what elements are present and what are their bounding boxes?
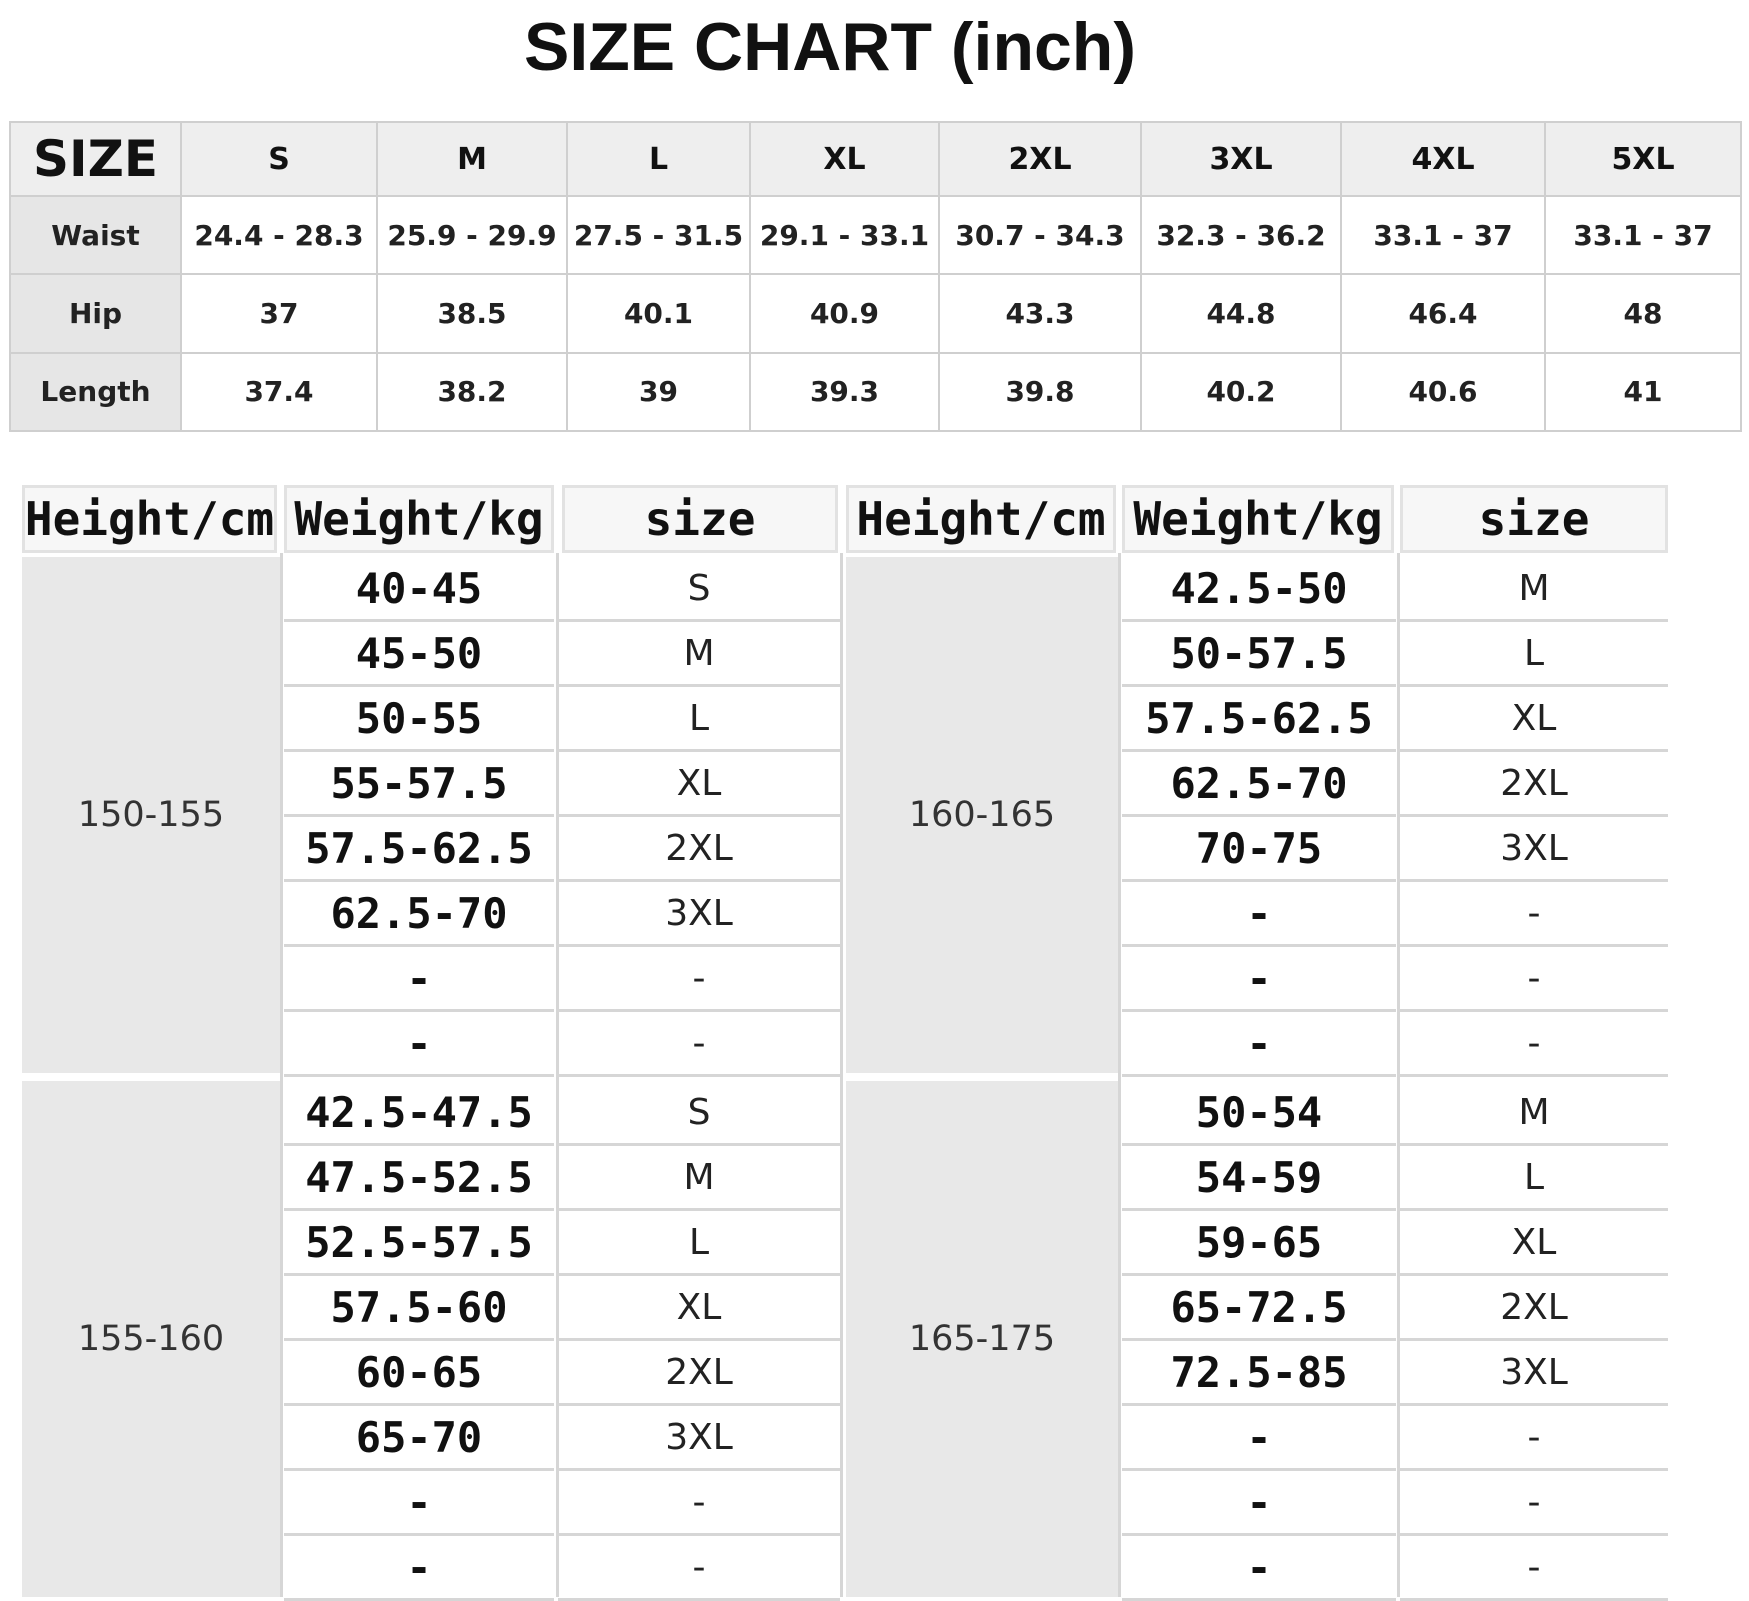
size-header-cell: 2XL bbox=[939, 122, 1141, 196]
weight-header-right: Weight/kg bbox=[1122, 485, 1394, 553]
size-cell: - bbox=[558, 1536, 840, 1601]
weight-cell: - bbox=[1122, 882, 1396, 947]
weight-cell: 59-65 bbox=[1122, 1211, 1396, 1276]
table-cell: 40.9 bbox=[750, 274, 939, 352]
weight-cell: 50-55 bbox=[284, 687, 554, 752]
table-cell: 33.1 - 37 bbox=[1545, 196, 1741, 274]
weight-cell: 42.5-47.5 bbox=[284, 1081, 554, 1146]
weight-cell: 54-59 bbox=[1122, 1146, 1396, 1211]
weight-cell: 65-70 bbox=[284, 1406, 554, 1471]
size-cell: - bbox=[1400, 882, 1668, 947]
size-cell: 3XL bbox=[1400, 1341, 1668, 1406]
waist-row bbox=[10, 196, 1741, 274]
size-cell: - bbox=[1400, 947, 1668, 1012]
weight-header-left: Weight/kg bbox=[284, 485, 554, 553]
size-cell: S bbox=[558, 557, 840, 622]
size-cell: L bbox=[558, 1211, 840, 1276]
size-cell: - bbox=[1400, 1536, 1668, 1601]
hip-row bbox=[10, 274, 1741, 352]
height-range-cell: 160-165 bbox=[846, 557, 1118, 1073]
weight-cell: 52.5-57.5 bbox=[284, 1211, 554, 1276]
weight-cell: 50-54 bbox=[1122, 1081, 1396, 1146]
size-cell: 2XL bbox=[1400, 752, 1668, 817]
column-divider bbox=[1118, 553, 1121, 1597]
weight-cell: - bbox=[1122, 1471, 1396, 1536]
weight-cell: 62.5-70 bbox=[284, 882, 554, 947]
size-header-left: size bbox=[562, 485, 838, 553]
row-label: Waist bbox=[10, 196, 181, 274]
weight-cell: - bbox=[1122, 1012, 1396, 1077]
height-header-right: Height/cm bbox=[846, 485, 1116, 553]
weight-cell: - bbox=[1122, 1406, 1396, 1471]
table-cell: 29.1 - 33.1 bbox=[750, 196, 939, 274]
size-header-cell: XL bbox=[750, 122, 939, 196]
length-row bbox=[10, 353, 1741, 431]
size-header-cell: S bbox=[181, 122, 377, 196]
table-cell: 38.2 bbox=[377, 353, 567, 431]
weight-cell: - bbox=[284, 1012, 554, 1077]
size-cell: - bbox=[1400, 1471, 1668, 1536]
size-cell: XL bbox=[558, 1276, 840, 1341]
weight-cell: 62.5-70 bbox=[1122, 752, 1396, 817]
table-cell: 32.3 - 36.2 bbox=[1141, 196, 1341, 274]
table-cell: 37.4 bbox=[181, 353, 377, 431]
table-cell: 40.1 bbox=[567, 274, 750, 352]
weight-cell: 57.5-60 bbox=[284, 1276, 554, 1341]
measurement-table bbox=[9, 121, 1742, 432]
height-range-cell: 165-175 bbox=[846, 1081, 1118, 1597]
weight-cell: 50-57.5 bbox=[1122, 622, 1396, 687]
size-cell: 2XL bbox=[1400, 1276, 1668, 1341]
column-divider bbox=[280, 553, 283, 1597]
column-divider bbox=[556, 553, 559, 1597]
size-cell: 3XL bbox=[1400, 817, 1668, 882]
table-cell: 40.6 bbox=[1341, 353, 1545, 431]
table-cell: 24.4 - 28.3 bbox=[181, 196, 377, 274]
size-cell: - bbox=[1400, 1406, 1668, 1471]
weight-cell: 60-65 bbox=[284, 1341, 554, 1406]
table-cell: 25.9 - 29.9 bbox=[377, 196, 567, 274]
table-cell: 46.4 bbox=[1341, 274, 1545, 352]
weight-cell: 42.5-50 bbox=[1122, 557, 1396, 622]
size-header-right: size bbox=[1400, 485, 1668, 553]
table-cell: 43.3 bbox=[939, 274, 1141, 352]
height-header-left: Height/cm bbox=[22, 485, 277, 553]
size-header-cell: 4XL bbox=[1341, 122, 1545, 196]
table-cell: 39.3 bbox=[750, 353, 939, 431]
column-divider bbox=[840, 553, 843, 1597]
weight-cell: 70-75 bbox=[1122, 817, 1396, 882]
size-header-cell: 3XL bbox=[1141, 122, 1341, 196]
size-cell: 2XL bbox=[558, 817, 840, 882]
table-cell: 40.2 bbox=[1141, 353, 1341, 431]
table-cell: 39 bbox=[567, 353, 750, 431]
page-title: SIZE CHART (inch) bbox=[524, 9, 1136, 85]
weight-cell: 57.5-62.5 bbox=[284, 817, 554, 882]
weight-cell: - bbox=[1122, 1536, 1396, 1601]
size-cell: - bbox=[558, 1012, 840, 1077]
size-header-row bbox=[10, 122, 1741, 196]
size-cell: M bbox=[558, 1146, 840, 1211]
row-label: Hip bbox=[10, 274, 181, 352]
size-header-cell: M bbox=[377, 122, 567, 196]
size-cell: XL bbox=[1400, 687, 1668, 752]
weight-cell: - bbox=[284, 1536, 554, 1601]
size-cell: 3XL bbox=[558, 882, 840, 947]
size-cell: - bbox=[558, 1471, 840, 1536]
table-cell: 41 bbox=[1545, 353, 1741, 431]
weight-cell: 47.5-52.5 bbox=[284, 1146, 554, 1211]
weight-cell: - bbox=[284, 1471, 554, 1536]
table-cell: 37 bbox=[181, 274, 377, 352]
size-cell: XL bbox=[558, 752, 840, 817]
size-cell: M bbox=[1400, 1081, 1668, 1146]
table-cell: 48 bbox=[1545, 274, 1741, 352]
height-range-cell: 150-155 bbox=[22, 557, 280, 1073]
size-cell: 2XL bbox=[558, 1341, 840, 1406]
weight-cell: 40-45 bbox=[284, 557, 554, 622]
table-cell: 39.8 bbox=[939, 353, 1141, 431]
weight-cell: - bbox=[284, 947, 554, 1012]
table-cell: 44.8 bbox=[1141, 274, 1341, 352]
size-cell: - bbox=[558, 947, 840, 1012]
table-cell: 33.1 - 37 bbox=[1341, 196, 1545, 274]
weight-cell: 65-72.5 bbox=[1122, 1276, 1396, 1341]
size-cell: - bbox=[1400, 1012, 1668, 1077]
row-label: Length bbox=[10, 353, 181, 431]
weight-cell: 57.5-62.5 bbox=[1122, 687, 1396, 752]
weight-cell: 45-50 bbox=[284, 622, 554, 687]
size-header-cell: 5XL bbox=[1545, 122, 1741, 196]
column-divider bbox=[1397, 553, 1400, 1597]
height-weight-table bbox=[22, 485, 1668, 1594]
size-cell: L bbox=[1400, 622, 1668, 687]
size-cell: L bbox=[1400, 1146, 1668, 1211]
size-cell: L bbox=[558, 687, 840, 752]
size-cell: S bbox=[558, 1081, 840, 1146]
size-cell: 3XL bbox=[558, 1406, 840, 1471]
size-cell: M bbox=[558, 622, 840, 687]
size-row-label: SIZE bbox=[10, 122, 181, 196]
size-cell: XL bbox=[1400, 1211, 1668, 1276]
size-header-cell: L bbox=[567, 122, 750, 196]
height-range-cell: 155-160 bbox=[22, 1081, 280, 1597]
size-cell: M bbox=[1400, 557, 1668, 622]
table-cell: 38.5 bbox=[377, 274, 567, 352]
table-cell: 30.7 - 34.3 bbox=[939, 196, 1141, 274]
weight-cell: - bbox=[1122, 947, 1396, 1012]
weight-cell: 55-57.5 bbox=[284, 752, 554, 817]
table-cell: 27.5 - 31.5 bbox=[567, 196, 750, 274]
weight-cell: 72.5-85 bbox=[1122, 1341, 1396, 1406]
